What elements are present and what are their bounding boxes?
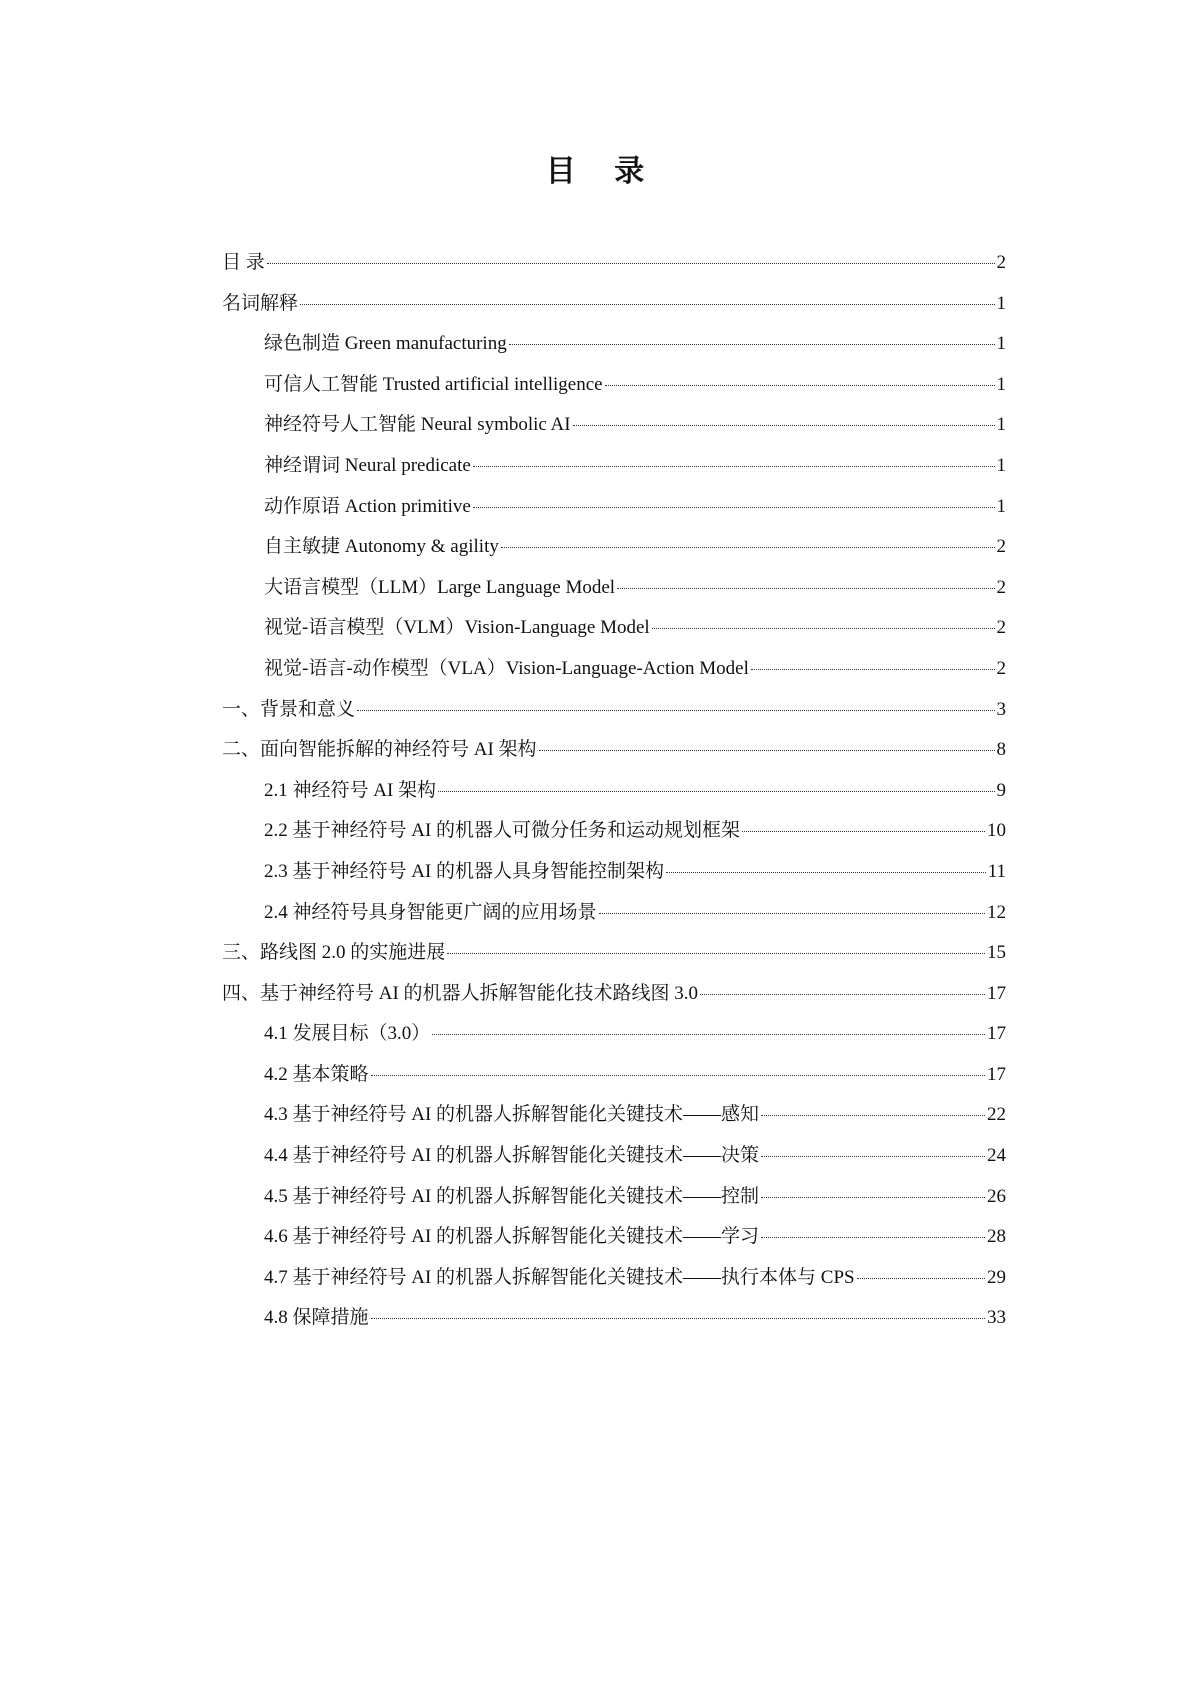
toc-entry-title: 三、路线图 2.0 的实施进展: [222, 942, 446, 964]
toc-entry-page-number: 1: [996, 495, 1006, 517]
toc-entry[interactable]: [222, 658, 1006, 699]
toc-entry[interactable]: [222, 780, 1006, 821]
toc-entry[interactable]: [222, 1104, 1006, 1145]
toc-entry-page-number: 10: [987, 820, 1006, 842]
toc-entry-page-number: 8: [996, 739, 1006, 761]
toc-dot-leader: [605, 385, 995, 386]
toc-entry-page-number: 24: [987, 1145, 1006, 1167]
toc-entry[interactable]: [222, 902, 1006, 943]
toc-entry-title: 目 录: [222, 252, 265, 273]
toc-entry-title: 一、背景和意义: [222, 698, 356, 720]
toc-dot-leader: [371, 1318, 985, 1319]
toc-entry[interactable]: [222, 414, 1006, 455]
toc-entry[interactable]: [222, 333, 1006, 374]
toc-dot-leader: [357, 710, 994, 711]
toc-entry-title: 4.6 基于神经符号 AI 的机器人拆解智能化关键技术——学习: [264, 1226, 760, 1248]
toc-dot-leader: [473, 466, 995, 467]
toc-entry-page-number: 2: [996, 657, 1006, 679]
toc-entry[interactable]: [222, 293, 1006, 334]
toc-entry-page-number: 22: [987, 1104, 1006, 1126]
toc-entry-title: 视觉-语言-动作模型（VLA）Vision-Language-Action Model: [264, 657, 749, 679]
toc-entry-page-number: 28: [987, 1226, 1006, 1248]
toc-dot-leader: [599, 913, 985, 914]
toc-entry-title: 四、基于神经符号 AI 的机器人拆解智能化技术路线图 3.0: [222, 982, 699, 1004]
toc-entry-title: 大语言模型（LLM）Large Language Model: [264, 576, 616, 598]
toc-entry[interactable]: [222, 983, 1006, 1024]
toc-entry[interactable]: [222, 617, 1006, 658]
toc-entry-title: 自主敏捷 Autonomy & agility: [264, 536, 499, 558]
toc-dot-leader: [761, 1115, 985, 1116]
toc-dot-leader: [761, 1156, 985, 1157]
toc-entry[interactable]: [222, 942, 1006, 983]
toc-entry-page-number: 2: [996, 252, 1006, 273]
toc-entry[interactable]: [222, 1307, 1006, 1348]
toc-entry-page-number: 1: [996, 373, 1006, 395]
toc-entry-title: 4.3 基于神经符号 AI 的机器人拆解智能化关键技术——感知: [264, 1104, 760, 1126]
toc-entry-page-number: 1: [996, 292, 1006, 314]
toc-entry-page-number: 17: [987, 1023, 1006, 1045]
toc-entry-title: 4.5 基于神经符号 AI 的机器人拆解智能化关键技术——控制: [264, 1185, 760, 1207]
toc-entry[interactable]: [222, 455, 1006, 496]
toc-entry-page-number: 2: [996, 617, 1006, 639]
toc-entry-title: 2.4 神经符号具身智能更广阔的应用场景: [264, 901, 597, 923]
toc-entry-page-number: 17: [987, 1063, 1006, 1085]
toc-dot-leader: [267, 263, 995, 264]
toc-dot-leader: [509, 344, 995, 345]
toc-dot-leader: [761, 1197, 985, 1198]
toc-dot-leader: [857, 1278, 985, 1279]
toc-entry-page-number: 17: [987, 982, 1006, 1004]
toc-entry[interactable]: [222, 699, 1006, 740]
toc-dot-leader: [539, 750, 995, 751]
toc-dot-leader: [742, 831, 985, 832]
toc-entry-page-number: 1: [996, 454, 1006, 476]
toc-entry[interactable]: [222, 1186, 1006, 1227]
toc-entry-page-number: 2: [996, 536, 1006, 558]
toc-dot-leader: [473, 507, 995, 508]
toc-entry-page-number: 26: [987, 1185, 1006, 1207]
toc-dot-leader: [432, 1034, 985, 1035]
toc-entry-page-number: 15: [987, 942, 1006, 964]
toc-entry-title: 神经谓词 Neural predicate: [264, 454, 471, 476]
toc-dot-leader: [761, 1237, 985, 1238]
toc-entry-title: 动作原语 Action primitive: [264, 495, 471, 517]
toc-entry[interactable]: [222, 739, 1006, 780]
toc-entry[interactable]: [222, 1064, 1006, 1105]
toc-entry-page-number: 9: [996, 779, 1006, 801]
toc-dot-leader: [666, 872, 986, 873]
toc-dot-leader: [573, 425, 995, 426]
toc-entry[interactable]: [222, 252, 1006, 293]
toc-entry-title: 名词解释: [222, 292, 299, 314]
toc-entry-page-number: 33: [987, 1307, 1006, 1329]
toc-entry-title: 4.1 发展目标（3.0）: [264, 1023, 431, 1045]
toc-entry-title: 4.2 基本策略: [264, 1063, 369, 1085]
toc-dot-leader: [617, 588, 994, 589]
toc-entry-title: 视觉-语言模型（VLM）Vision-Language Model: [264, 617, 650, 639]
toc-entry-page-number: 3: [996, 698, 1006, 720]
toc-entry-title: 4.4 基于神经符号 AI 的机器人拆解智能化关键技术——决策: [264, 1145, 760, 1167]
toc-entry-page-number: 2: [996, 576, 1006, 598]
page-title: 目 录: [545, 154, 659, 189]
table-of-contents: [222, 252, 1006, 1348]
toc-entry[interactable]: [222, 536, 1006, 577]
toc-entry-title: 2.3 基于神经符号 AI 的机器人具身智能控制架构: [264, 860, 665, 882]
toc-entry[interactable]: [222, 1267, 1006, 1308]
toc-dot-leader: [371, 1075, 985, 1076]
toc-dot-leader: [501, 547, 995, 548]
toc-dot-leader: [652, 628, 995, 629]
toc-entry-title: 可信人工智能 Trusted artificial intelligence: [264, 373, 603, 395]
toc-entry-page-number: 1: [996, 414, 1006, 436]
toc-entry-page-number: 29: [987, 1266, 1006, 1288]
toc-dot-leader: [447, 953, 985, 954]
toc-entry[interactable]: [222, 861, 1006, 902]
toc-dot-leader: [751, 669, 995, 670]
toc-entry[interactable]: [222, 1226, 1006, 1267]
toc-entry-page-number: 11: [987, 860, 1006, 882]
toc-entry[interactable]: [222, 820, 1006, 861]
toc-entry-title: 4.7 基于神经符号 AI 的机器人拆解智能化关键技术——执行本体与 CPS: [264, 1266, 855, 1288]
toc-dot-leader: [300, 304, 994, 305]
toc-entry[interactable]: [222, 577, 1006, 618]
toc-entry[interactable]: [222, 1023, 1006, 1064]
toc-entry-page-number: 1: [996, 333, 1006, 355]
toc-entry-title: 二、面向智能拆解的神经符号 AI 架构: [222, 739, 537, 761]
toc-entry[interactable]: [222, 374, 1006, 415]
toc-entry-title: 4.8 保障措施: [264, 1307, 369, 1329]
toc-entry-title: 2.1 神经符号 AI 架构: [264, 779, 437, 801]
toc-entry-title: 绿色制造 Green manufacturing: [264, 333, 507, 355]
toc-entry-page-number: 12: [987, 901, 1006, 923]
toc-dot-leader: [438, 791, 994, 792]
toc-entry[interactable]: [222, 1145, 1006, 1186]
toc-dot-leader: [700, 994, 985, 995]
toc-entry-title: 2.2 基于神经符号 AI 的机器人可微分任务和运动规划框架: [264, 820, 741, 842]
toc-entry[interactable]: [222, 496, 1006, 537]
toc-entry-title: 神经符号人工智能 Neural symbolic AI: [264, 414, 571, 436]
